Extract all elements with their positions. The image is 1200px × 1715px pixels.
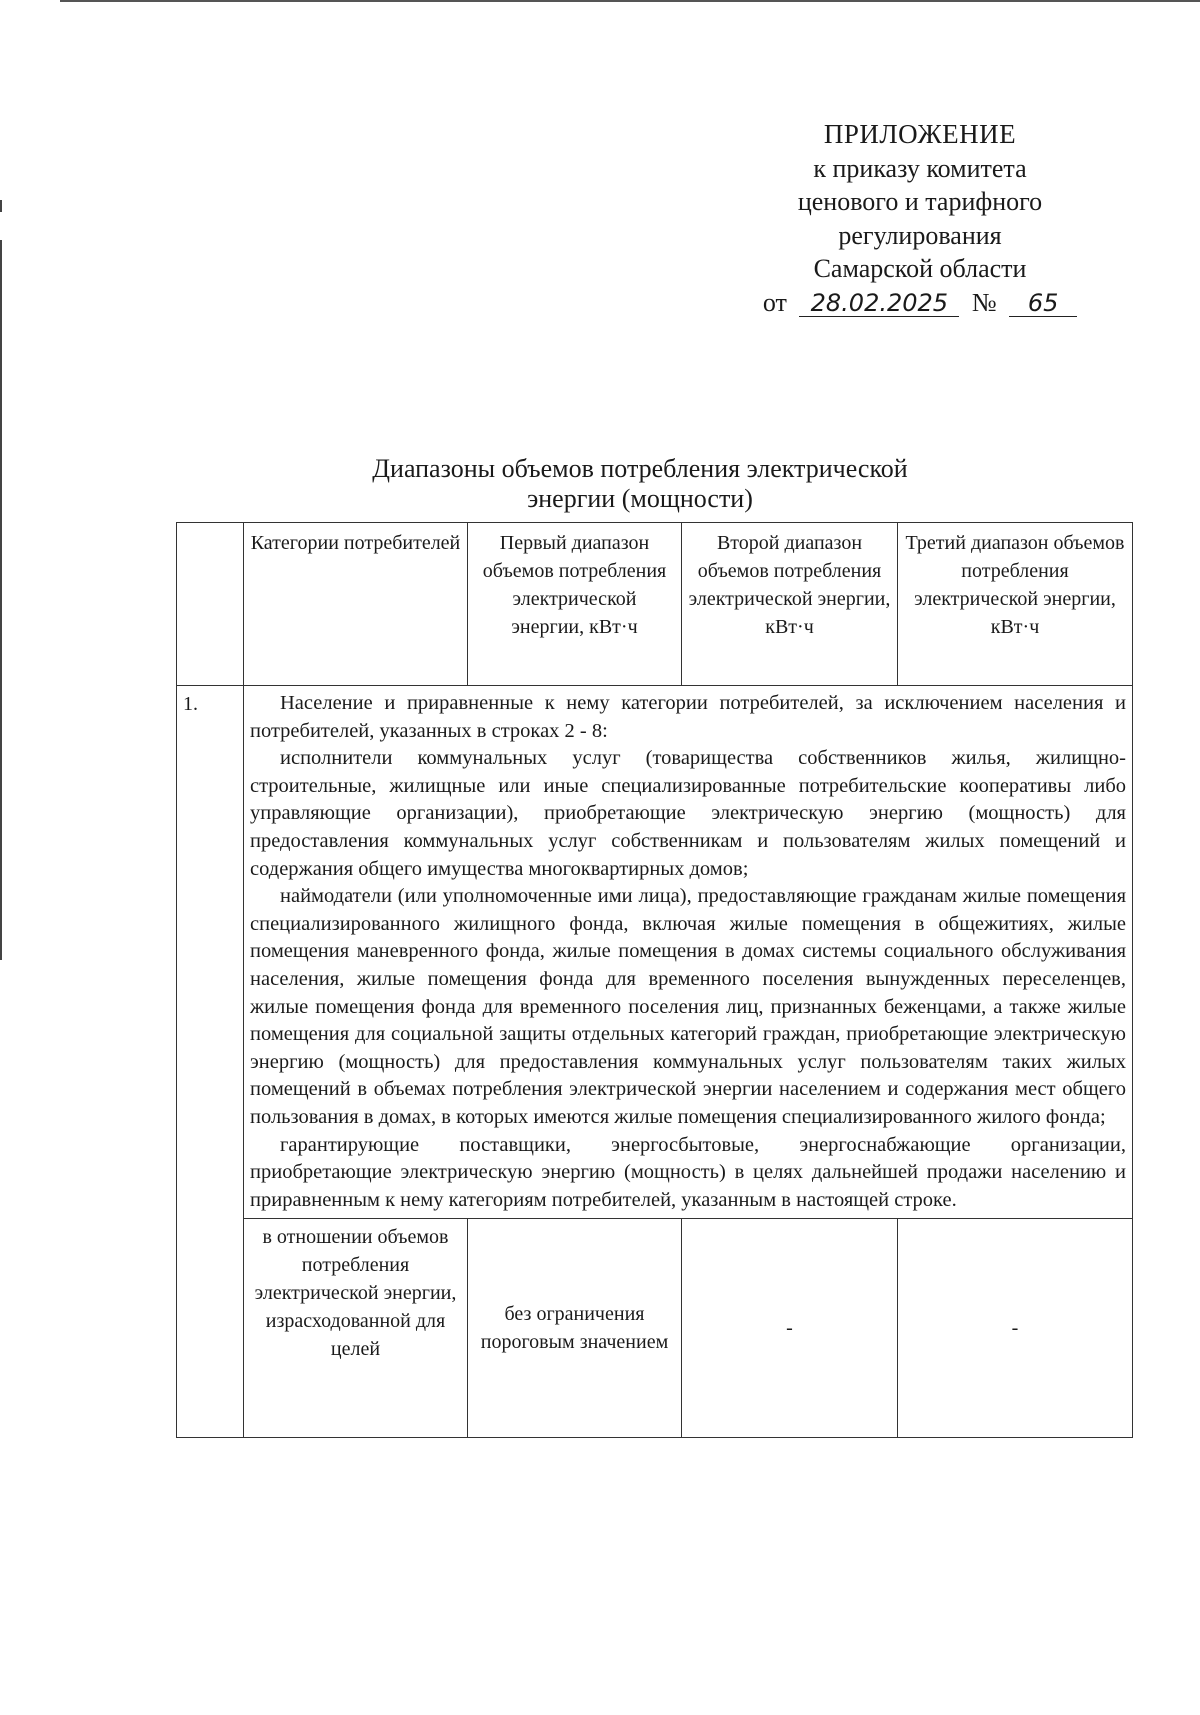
header-categories: Категории потребителей xyxy=(244,523,468,686)
table-row xyxy=(177,686,1133,1219)
header-third-range: Третий диапазон объемов потребления электрической энергии, кВт·ч xyxy=(898,523,1133,686)
title-line: Диапазоны объемов потребления электрической xyxy=(372,454,908,483)
appendix-line: Самарской области xyxy=(813,254,1027,283)
table-header-row xyxy=(177,523,1133,686)
row-paragraph: наймодатели (или уполномоченные ими лица), предоставляющие гражданам жилые помещения специализированного жилищного фонда, включая жилые помещения в общежитиях, жилые помещения маневренного фонда, жилые помещения в домах системы социального обслуживания населения, жилые помещения фонда для временного поселения вынужденных переселенцев, жилые помещения фонда для временного поселения лиц, признанных беженцами, а также жилые помещения для социальной защиты отдельных категорий граждан, приобретающие электрическую энергию (мощность) для предоставления коммунальных услуг пользователям таких жилых помещений в объемах потребления электрической энергии населением и содержания мест общего пользования в домах, в которых имеются жилые помещения специализированного жилого фонда; xyxy=(250,885,1126,1128)
document-title xyxy=(300,454,980,514)
subrow-category: в отношении объемов потребления электрической энергии, израсходованной для целей xyxy=(244,1219,468,1438)
appendix-line: ценового и тарифного xyxy=(797,187,1043,216)
title-line: энергии (мощности) xyxy=(527,484,753,513)
order-date-line xyxy=(740,286,1100,320)
header-second-range: Второй диапазон объемов потребления электрической энергии, кВт·ч xyxy=(682,523,898,686)
handwritten-number: 65 xyxy=(1009,290,1077,317)
number-prefix: № xyxy=(971,287,997,317)
header-number-cell xyxy=(177,523,244,686)
scan-margin-mark xyxy=(0,200,2,212)
row-paragraph: Население и приравненные к нему категории потребителей, за исключением населения и потребителей, указанных в строках 2 - 8: xyxy=(250,692,1126,742)
consumption-ranges-table xyxy=(176,522,1133,1438)
row-number: 1. xyxy=(177,686,244,1438)
handwritten-date: 28.02.2025 xyxy=(799,290,959,317)
row-paragraph: гарантирующие поставщики, энергосбытовые, энергоснабжающие организации, приобретающие электрическую энергию (мощность) в целях дальнейшей продажи населению и приравненным к нему категориям потребителей, указанным в настоящей строке. xyxy=(250,1133,1126,1211)
subrow-third-range: - xyxy=(898,1219,1133,1438)
row-description xyxy=(244,686,1133,1219)
appendix-line: к приказу комитета xyxy=(813,153,1027,183)
date-prefix: от xyxy=(762,287,787,317)
appendix-heading: ПРИЛОЖЕНИЕ xyxy=(823,119,1017,149)
row-paragraph: исполнители коммунальных услуг (товарищества собственников жилья, жилищно-строительные, жилищные или иные специализированные потребительские кооперативы либо управляющие организации), приобретающие электрическую энергию (мощность) для предоставления коммунальных услуг собственникам и пользователям жилых помещений и содержания общего имущества многоквартирных домов; xyxy=(250,747,1126,880)
appendix-block xyxy=(740,118,1100,319)
subrow-first-range: без ограничения пороговым значением xyxy=(468,1219,682,1438)
appendix-line: регулирования xyxy=(838,220,1002,250)
table-subrow xyxy=(177,1219,1133,1438)
subrow-second-range: - xyxy=(682,1219,898,1438)
scan-edge-line xyxy=(60,0,1200,2)
scan-margin-mark xyxy=(0,240,2,960)
header-first-range: Первый диапазон объемов потребления электрической энергии, кВт·ч xyxy=(468,523,682,686)
